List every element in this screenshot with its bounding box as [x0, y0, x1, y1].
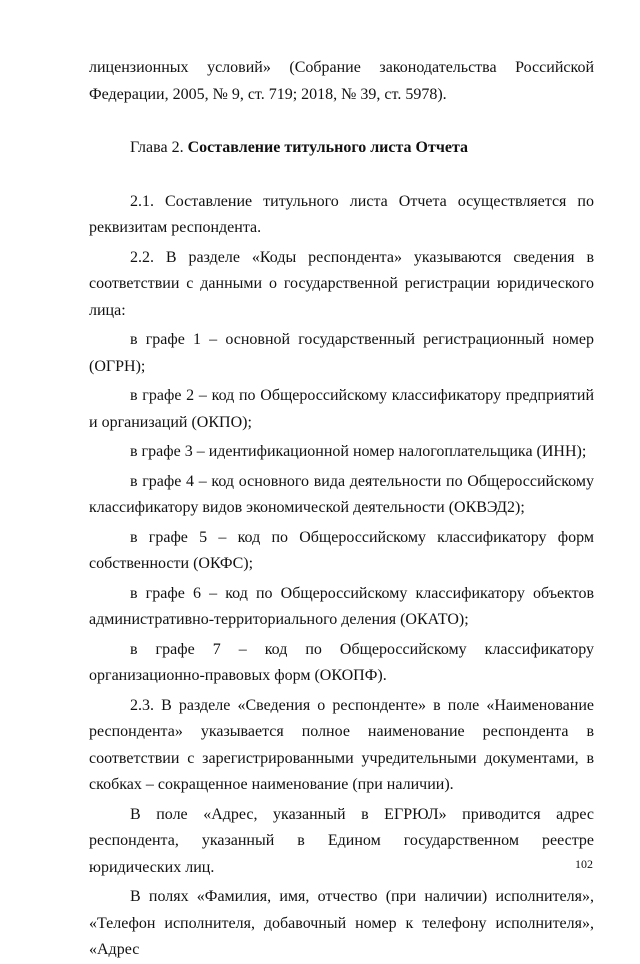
- list-item-column-4: в графе 4 – код основного вида деятельности по Общероссийскому классификатору видов экономической деятельности (ОКВЭД2);: [89, 472, 594, 516]
- chapter-heading: [89, 135, 594, 162]
- chapter-title: Составление титульного листа Отчета: [187, 139, 469, 156]
- page-number: 102: [575, 857, 593, 871]
- paragraph-2-1: 2.1. Составление титульного листа Отчета осуществляется по реквизитам респондента.: [89, 192, 594, 236]
- paragraph-address: В поле «Адрес, указанный в ЕГРЮЛ» приводится адрес респондента, указанный в Едином государственном реестре юридических лиц.: [89, 805, 594, 876]
- list-item-column-2: в графе 2 – код по Общероссийскому классификатору предприятий и организаций (ОКПО);: [89, 387, 594, 431]
- list-item-column-7: в графе 7 – код по Общероссийскому классификатору организационно-правовых форм (ОКОПФ).: [89, 640, 594, 684]
- list-item-column-6: в графе 6 – код по Общероссийскому классификатору объектов административно-территориального деления (ОКАТО);: [89, 584, 594, 628]
- paragraph-2-3: 2.3. В разделе «Сведения о респонденте» в поле «Наименование респондента» указывается полное наименование респондента в соответствии с зарегистрированными учредительными документами, в скобках – сокращенное наименование (при наличии).: [89, 696, 594, 793]
- list-item-column-5: в графе 5 – код по Общероссийскому классификатору форм собственности (ОКФС);: [89, 528, 594, 572]
- paragraph-continuation: лицензионных условий» (Собрание законодательства Российской Федерации, 2005, № 9, ст. 719; 2018, № 39, ст. 5978).: [89, 59, 594, 103]
- list-item-column-1: в графе 1 – основной государственный регистрационный номер (ОГРН);: [89, 331, 594, 375]
- list-item-column-3: в графе 3 – идентификационной номер налогоплательщика (ИНН);: [130, 443, 587, 460]
- chapter-prefix: Глава 2.: [130, 139, 184, 156]
- paragraph-2-2: 2.2. В разделе «Коды респондента» указываются сведения в соответствии с данными о государственной регистрации юридического лица:: [89, 248, 594, 319]
- document-body: [89, 55, 594, 964]
- paragraph-executor-fields: В полях «Фамилия, имя, отчество (при наличии) исполнителя», «Телефон исполнителя, добавочный номер к телефону исполнителя», «Адрес: [89, 888, 594, 958]
